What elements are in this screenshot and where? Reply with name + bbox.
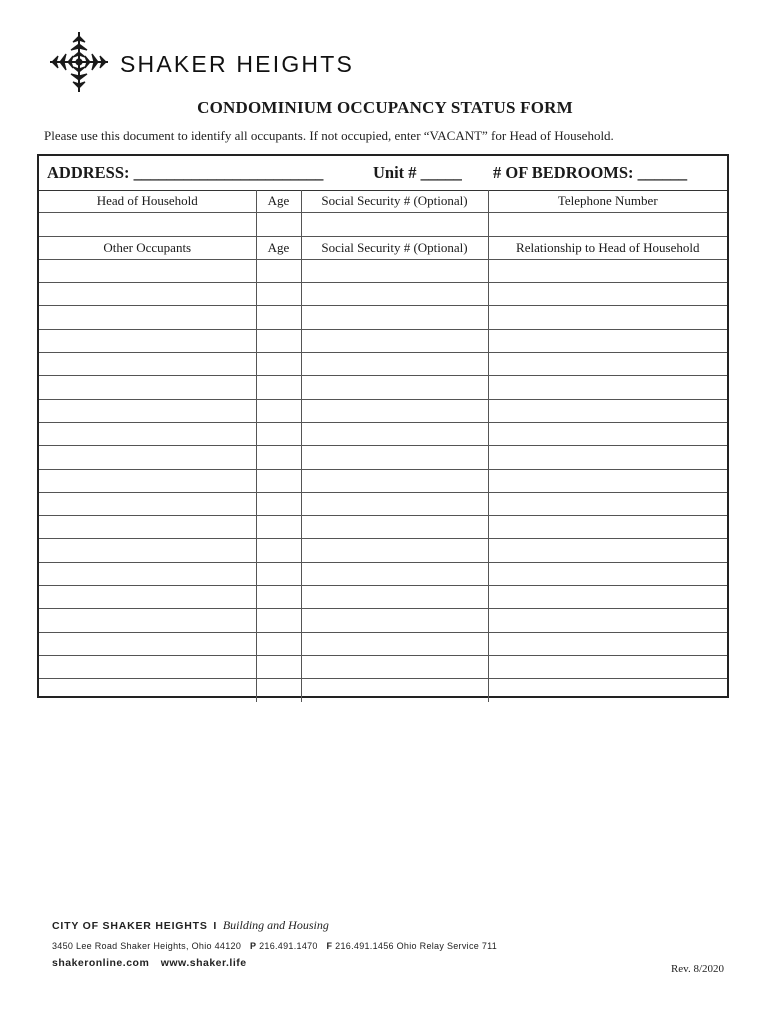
table-row xyxy=(39,609,727,632)
table-cell-input[interactable] xyxy=(488,376,727,399)
table-cell-input[interactable] xyxy=(301,306,488,329)
table-cell-input[interactable] xyxy=(488,655,727,678)
table-row xyxy=(39,562,727,585)
table-cell-input[interactable] xyxy=(301,283,488,306)
table-row xyxy=(39,329,727,352)
table-cell-input[interactable] xyxy=(301,446,488,469)
table-cell-input[interactable] xyxy=(488,213,727,236)
table-cell-input[interactable] xyxy=(39,609,256,632)
table-cell-input[interactable] xyxy=(39,399,256,422)
table-row xyxy=(39,353,727,376)
table-cell-input[interactable] xyxy=(256,492,301,515)
table-row xyxy=(39,213,727,236)
table-cell-input[interactable] xyxy=(256,329,301,352)
table-cell-input[interactable] xyxy=(256,353,301,376)
table-cell-input[interactable] xyxy=(301,655,488,678)
table-cell-input[interactable] xyxy=(488,446,727,469)
table-row xyxy=(39,469,727,492)
table-cell-input[interactable] xyxy=(39,283,256,306)
footer-department: Building and Housing xyxy=(222,918,329,932)
table-row xyxy=(39,679,727,702)
table-cell-input[interactable] xyxy=(301,422,488,445)
address-field[interactable]: ADDRESS: _______________________ xyxy=(47,163,324,182)
table-cell-input[interactable] xyxy=(301,516,488,539)
table-cell-input[interactable] xyxy=(488,422,727,445)
table-cell-input[interactable] xyxy=(301,586,488,609)
table-cell-input[interactable] xyxy=(488,679,727,702)
table-cell-input[interactable] xyxy=(256,679,301,702)
table-cell-input[interactable] xyxy=(488,306,727,329)
form-instructions: Please use this document to identify all occupants. If not occupied, enter “VACANT” for Head of Household. xyxy=(44,128,614,143)
table-cell-input[interactable] xyxy=(256,609,301,632)
table-cell-input[interactable] xyxy=(301,399,488,422)
table-row xyxy=(39,632,727,655)
table-cell-input[interactable] xyxy=(256,422,301,445)
city-logo xyxy=(46,30,354,94)
table-cell-input[interactable] xyxy=(488,539,727,562)
unit-field[interactable]: Unit # _____ xyxy=(373,163,462,182)
occupancy-form xyxy=(37,154,729,698)
table-cell-input[interactable] xyxy=(256,376,301,399)
table-cell-input[interactable] xyxy=(39,376,256,399)
table-row xyxy=(39,259,727,282)
table-cell-input[interactable] xyxy=(301,259,488,282)
revision-date: Rev. 8/2020 xyxy=(670,963,724,975)
table-cell-input[interactable] xyxy=(256,469,301,492)
table-row xyxy=(39,539,727,562)
address-row xyxy=(39,156,727,191)
table-cell-input[interactable] xyxy=(39,306,256,329)
table-cell-input[interactable] xyxy=(488,632,727,655)
table-cell-input[interactable] xyxy=(488,283,727,306)
table-cell-input[interactable] xyxy=(39,422,256,445)
table-cell-input[interactable] xyxy=(39,329,256,352)
footer-address: 3450 Lee Road Shaker Heights, Ohio 44120 xyxy=(52,941,242,951)
table-row xyxy=(39,399,727,422)
table-row xyxy=(39,306,727,329)
fax-prefix: F xyxy=(326,941,333,951)
table-cell-input[interactable] xyxy=(301,539,488,562)
table-cell-input[interactable] xyxy=(301,329,488,352)
footer-phone: 216.491.1470 xyxy=(259,941,318,951)
logo-wordmark: SHAKER HEIGHTS xyxy=(120,50,355,77)
table-row xyxy=(39,586,727,609)
table-cell-input[interactable] xyxy=(39,632,256,655)
table-row xyxy=(39,422,727,445)
table-cell-input[interactable] xyxy=(256,446,301,469)
footer-separator: I xyxy=(213,920,218,932)
table-cell-input[interactable] xyxy=(39,562,256,585)
table-cell-input[interactable] xyxy=(256,259,301,282)
table-cell-input[interactable] xyxy=(39,213,256,236)
table-cell-input[interactable] xyxy=(256,562,301,585)
table-cell-input[interactable] xyxy=(39,586,256,609)
table-cell-input[interactable] xyxy=(39,469,256,492)
table-cell-input[interactable] xyxy=(39,516,256,539)
table-cell-input[interactable] xyxy=(488,329,727,352)
table-cell-input[interactable] xyxy=(39,353,256,376)
table-cell-input[interactable] xyxy=(256,399,301,422)
table-cell-input[interactable] xyxy=(256,539,301,562)
column-header: Relationship to Head of Household xyxy=(488,236,727,259)
table-row xyxy=(39,492,727,515)
table-cell-input[interactable] xyxy=(488,562,727,585)
table-row xyxy=(39,283,727,306)
table-cell-input[interactable] xyxy=(256,655,301,678)
table-header-row xyxy=(39,236,727,259)
footer-org-name: CITY OF SHAKER HEIGHTS xyxy=(52,920,208,932)
table-row xyxy=(39,655,727,678)
column-header: Telephone Number xyxy=(488,190,727,213)
table-cell-input[interactable] xyxy=(301,353,488,376)
table-cell-input[interactable] xyxy=(301,376,488,399)
phone-prefix: P xyxy=(249,941,257,951)
table-cell-input[interactable] xyxy=(488,353,727,376)
table-cell-input[interactable] xyxy=(488,586,727,609)
footer-website-link[interactable]: shakeronline.com xyxy=(52,957,150,969)
snowflake-ornament-icon xyxy=(46,30,112,94)
table-cell-input[interactable] xyxy=(301,632,488,655)
table-cell-input[interactable] xyxy=(488,516,727,539)
table-cell-input[interactable] xyxy=(488,469,727,492)
table-cell-input[interactable] xyxy=(256,306,301,329)
column-header: Other Occupants xyxy=(39,236,256,259)
column-header: Head of Household xyxy=(39,190,256,213)
table-cell-input[interactable] xyxy=(39,259,256,282)
footer-fax: 216.491.1456 Ohio Relay Service 711 xyxy=(335,941,498,951)
table-row xyxy=(39,446,727,469)
table-cell-input[interactable] xyxy=(301,469,488,492)
table-cell-input[interactable] xyxy=(39,539,256,562)
table-row xyxy=(39,516,727,539)
table-cell-input[interactable] xyxy=(488,492,727,515)
table-cell-input[interactable] xyxy=(301,679,488,702)
occupants-table xyxy=(39,190,727,702)
table-cell-input[interactable] xyxy=(301,213,488,236)
table-cell-input[interactable] xyxy=(488,399,727,422)
table-cell-input[interactable] xyxy=(256,213,301,236)
table-cell-input[interactable] xyxy=(488,609,727,632)
table-cell-input[interactable] xyxy=(256,516,301,539)
column-header: Age xyxy=(256,190,301,213)
footer-website-link-secondary[interactable]: www.shaker.life xyxy=(160,957,247,969)
table-cell-input[interactable] xyxy=(39,679,256,702)
table-header-row xyxy=(39,190,727,213)
form-title: CONDOMINIUM OCCUPANCY STATUS FORM xyxy=(197,98,573,117)
table-cell-input[interactable] xyxy=(301,609,488,632)
table-row xyxy=(39,376,727,399)
table-cell-input[interactable] xyxy=(39,492,256,515)
table-cell-input[interactable] xyxy=(39,446,256,469)
column-header: Age xyxy=(256,236,301,259)
column-header: Social Security # (Optional) xyxy=(301,236,488,259)
table-cell-input[interactable] xyxy=(256,586,301,609)
table-cell-input[interactable] xyxy=(256,632,301,655)
footer xyxy=(52,918,497,969)
column-header: Social Security # (Optional) xyxy=(301,190,488,213)
table-cell-input[interactable] xyxy=(256,283,301,306)
bedrooms-field[interactable]: # OF BEDROOMS: ______ xyxy=(493,163,688,182)
table-cell-input[interactable] xyxy=(488,259,727,282)
table-cell-input[interactable] xyxy=(301,492,488,515)
table-cell-input[interactable] xyxy=(301,562,488,585)
table-cell-input[interactable] xyxy=(39,655,256,678)
